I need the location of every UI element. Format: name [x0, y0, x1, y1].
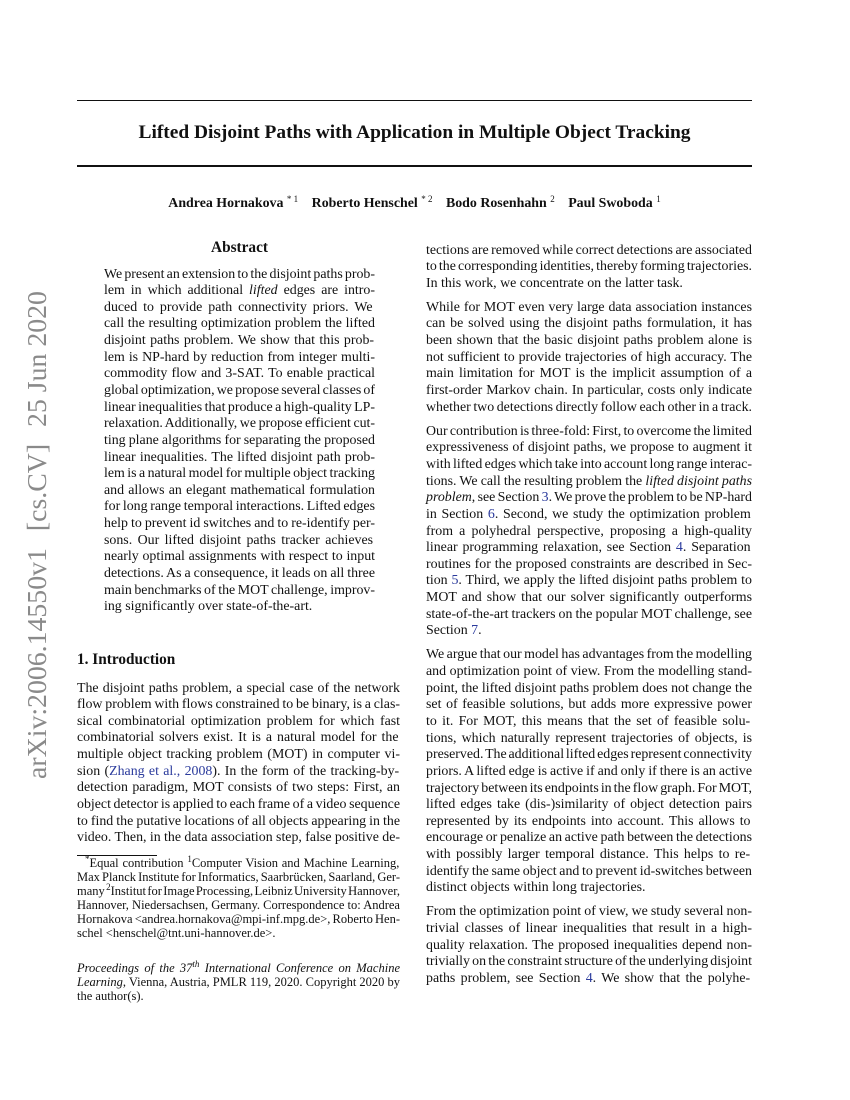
text-line-content: relaxation. Additionally, we propose efficient cut- — [104, 416, 376, 432]
text-line-content: combinatorial solvers exist. It is a natural model for the — [77, 730, 399, 746]
text-span: paths problem, see Section — [426, 970, 586, 986]
text-line — [104, 350, 375, 367]
author — [446, 196, 555, 211]
text-line-content: sical combinatorial optimization problem for which fast — [77, 713, 400, 729]
text-line — [426, 300, 752, 317]
text-line-content — [426, 474, 752, 489]
text-line — [426, 350, 752, 367]
title-rule — [77, 165, 752, 167]
paragraph — [426, 300, 752, 416]
text-line — [77, 797, 400, 814]
top-rule — [77, 100, 752, 101]
text-line-content: trajectory between its endpoints in the flow graph. For MOT, — [426, 780, 752, 796]
text-span: , see Section — [471, 490, 542, 506]
text-line-content: identify the same object and to prevent id-switches between — [426, 863, 752, 879]
text-line — [426, 557, 752, 574]
reference-link[interactable]: 7 — [471, 623, 479, 639]
text-line — [426, 847, 752, 864]
text-line-content — [426, 573, 752, 588]
text-line-content: tions, which naturally represent trajectories of objects, is — [426, 730, 752, 746]
text-line — [104, 450, 375, 467]
text-line-content: main benchmarks of the MOT challenge, improv- — [104, 582, 375, 598]
text-span: Learning — [77, 975, 123, 989]
text-line-content: While for MOT even very large data association instances — [426, 299, 752, 315]
text-line — [426, 681, 752, 698]
author — [312, 196, 433, 211]
text-line-content — [85, 856, 399, 870]
text-line-content: sons. Our lifted disjoint paths tracker achieves — [104, 532, 374, 548]
text-line — [77, 714, 400, 731]
arxiv-date: 25 Jun 2020 — [22, 291, 53, 427]
text-line-content: ting plane algorithms for separating the proposed — [104, 432, 375, 448]
text-span: many — [77, 884, 107, 898]
text-line-content — [77, 961, 400, 975]
text-line — [426, 664, 752, 681]
paragraph — [426, 647, 752, 897]
text-line-content: We present an extension to the disjoint paths prob- — [104, 266, 375, 282]
text-line-content: linear inequalities that produce a high-quality LP- — [104, 399, 375, 415]
text-line-content: lem is a natural model for multiple object tracking — [104, 466, 375, 482]
text-line — [426, 864, 752, 881]
text-line — [426, 830, 752, 847]
author-affiliation: 1 — [656, 194, 661, 204]
text-line — [426, 880, 752, 897]
text-line — [426, 938, 752, 955]
text-line-content: to the corresponding identities, thereby forming trajectories. — [426, 259, 752, 275]
text-line — [426, 507, 752, 524]
text-line — [104, 267, 375, 284]
text-line-content: MOT and show that our solver significantly outperforms — [426, 590, 752, 606]
text-span: . — [478, 623, 482, 639]
text-span: . Third, we apply the lifted disjoint paths problem to — [458, 573, 752, 589]
text-line-content: ing significantly over state-of-the-art. — [104, 599, 313, 615]
text-line-content: In this work, we concentrate on the latter task. — [426, 275, 683, 291]
text-line — [426, 573, 752, 590]
text-line-content: and optimization point of view. From the modelling stand- — [426, 664, 752, 680]
text-span: International Conference on Machine — [199, 961, 400, 975]
text-span: Computer Vision and Machine Learning, — [191, 856, 400, 870]
text-line — [77, 912, 400, 926]
paragraph — [426, 243, 752, 293]
text-line — [426, 383, 752, 400]
text-line — [104, 566, 375, 583]
text-line-content: for long range temporal interactions. Lifted edges — [104, 499, 375, 515]
arxiv-stamp — [22, 286, 54, 784]
text-line — [104, 516, 375, 533]
text-span: in Section — [426, 506, 488, 522]
text-line-content: We argue that our model has advantages from the modelling — [426, 647, 752, 663]
text-line-content: Hornakova <andrea.hornakova@mpi-inf.mpg.de>, Roberto Hen- — [77, 912, 400, 926]
text-line — [426, 366, 752, 383]
text-line — [426, 781, 752, 798]
text-line — [104, 416, 375, 433]
text-line-content: the author(s). — [77, 989, 144, 1003]
text-line — [426, 424, 752, 441]
text-line — [77, 830, 400, 847]
text-line-content: The disjoint paths problem, a special case of the network — [77, 680, 400, 696]
text-line — [426, 607, 752, 624]
text-line — [104, 466, 375, 483]
arxiv-id: arXiv:2006.14550v1 — [22, 548, 53, 779]
right-column-body — [426, 243, 752, 996]
text-line-content: been shown that the basic disjoint paths problem alone is — [426, 333, 752, 349]
author — [168, 196, 298, 211]
text-line — [104, 549, 375, 566]
text-span: linear programming relaxation, see Section — [426, 540, 676, 556]
text-line — [426, 316, 752, 333]
text-line — [104, 433, 375, 450]
reference-link[interactable]: 4 — [675, 540, 683, 556]
text-line-content: state-of-the-art trackers on the popular MOT challenge, see — [426, 606, 752, 622]
text-line-content — [426, 540, 751, 555]
text-line — [77, 747, 400, 764]
text-line — [104, 383, 375, 400]
text-line-content: multiple object tracking problem (MOT) in computer vi- — [77, 747, 400, 763]
text-span: tion — [426, 573, 452, 589]
text-line-content: tections are removed while correct detections are associated — [426, 242, 752, 258]
text-line — [77, 870, 400, 884]
text-span: sion ( — [77, 763, 110, 779]
text-line-content — [77, 884, 400, 898]
reference-link[interactable]: 6 — [487, 506, 495, 522]
paragraph — [77, 681, 400, 847]
text-span: Institut for Image Processing, Leibniz University Hannover, — [110, 884, 400, 898]
text-line — [426, 440, 752, 457]
text-span: , Vienna, Austria, PMLR 119, 2020. Copyright 2020 by — [122, 975, 400, 989]
text-line-content — [426, 971, 750, 986]
abstract-body — [104, 267, 375, 624]
text-line-content — [104, 283, 375, 298]
text-line — [77, 856, 400, 870]
text-line-content — [77, 975, 400, 989]
reference-link[interactable]: Zhang et al., 2008 — [109, 763, 213, 779]
paragraph — [426, 424, 752, 640]
text-line-content: trivial classes of linear inequalities that result in a high- — [426, 921, 752, 937]
reference-link[interactable]: 5 — [451, 573, 459, 589]
text-span: . Second, we study the optimization problem — [494, 506, 751, 522]
text-line — [77, 884, 400, 898]
text-line — [104, 499, 375, 516]
paragraph — [77, 856, 400, 940]
text-line — [77, 764, 400, 781]
text-line-content: nearly optimal assignments with respect to input — [104, 549, 375, 565]
text-line — [426, 623, 752, 640]
text-line-content: with lifted edges which take into account long range interac- — [426, 456, 752, 472]
text-line-content: set of feasible solutions, but adds more expressive power — [426, 697, 752, 713]
text-line-content: duced to provide path connectivity priors. We — [104, 299, 373, 315]
text-line-content: Max Planck Institute for Informatics, Saarbrücken, Saarland, Ger- — [77, 870, 400, 884]
text-line-content: priors. A lifted edge is active if and only if there is an active — [426, 763, 752, 779]
text-line — [77, 780, 400, 797]
text-line — [426, 540, 752, 557]
paragraph — [104, 267, 375, 616]
introduction-body — [77, 681, 400, 855]
text-line — [426, 524, 752, 541]
text-line — [426, 490, 752, 507]
author — [568, 196, 661, 211]
author-name: Andrea Hornakova — [168, 196, 284, 211]
text-line-content: to find the putative locations of all objects appearing in the — [77, 813, 400, 829]
text-line-content: object detector is applied to each frame of a video sequence — [77, 796, 400, 812]
text-line-content: lem is NP-hard by reduction from integer multi- — [104, 349, 375, 365]
text-line — [426, 797, 752, 814]
text-line-content: quality relaxation. The proposed inequalities depend non- — [426, 937, 752, 953]
text-line — [426, 697, 752, 714]
text-line-content: represented by its endpoints into account. This allows to — [426, 813, 751, 829]
text-line-content: routines for the proposed constraints are described in Sec- — [426, 556, 752, 572]
text-line-content: Hannover, Niedersachsen, Germany. Correspondence to: Andrea — [77, 898, 400, 912]
text-span: edges are intro- — [277, 283, 375, 299]
text-line-content: flow problem with flows constrained to be binary, is a clas- — [77, 697, 400, 713]
text-line-content: disjoint paths problem. We show that this prob- — [104, 333, 375, 349]
text-line-content: help to prevent id switches and to re-identify per- — [104, 516, 375, 532]
text-span: lifted disjoint paths — [645, 473, 752, 489]
text-line-content: to it. For MOT, this means that the set of feasible solu- — [426, 713, 751, 729]
text-line — [77, 898, 400, 912]
reference-link[interactable]: 4 — [585, 970, 593, 986]
text-line-content: main limitation for MOT is the implicit assumption of a — [426, 366, 752, 382]
superscript: 2 — [106, 882, 111, 892]
text-line — [426, 259, 752, 276]
author-affiliation: * 1 — [286, 194, 299, 204]
text-line-content: linear inequalities. The lifted disjoint path prob- — [104, 449, 375, 465]
text-line — [104, 333, 375, 350]
text-span: . Separation — [682, 540, 751, 556]
text-line-content — [426, 490, 752, 505]
text-line-content: global optimization, we propose several classes of — [104, 382, 375, 398]
text-line-content: lifted edges take (dis-)similarity of object detection pairs — [426, 797, 752, 813]
text-line-content: distinct objects within long trajectories. — [426, 880, 646, 896]
text-line — [104, 316, 375, 333]
text-line — [426, 333, 752, 350]
text-span: lifted — [249, 283, 278, 299]
text-line — [77, 926, 400, 940]
text-line — [77, 697, 400, 714]
text-line — [104, 533, 375, 550]
author-name: Bodo Rosenhahn — [445, 196, 547, 211]
text-line — [104, 283, 375, 300]
text-line-content: schel <henschel@tnt.uni-hannover.de>. — [77, 926, 276, 940]
superscript: th — [192, 959, 200, 969]
text-line — [104, 366, 375, 383]
text-line-content: encourage or penalize an active path between the detections — [426, 830, 752, 846]
text-span: ). In the form of the tracking-by- — [212, 763, 400, 779]
text-line — [426, 647, 752, 664]
text-line-content — [426, 623, 482, 638]
section-heading-introduction: 1. Introduction — [77, 651, 176, 668]
text-line — [104, 400, 375, 417]
text-line — [104, 599, 375, 616]
text-span: . We prove the problem to be NP-hard — [548, 490, 752, 506]
text-line-content — [426, 507, 751, 522]
text-line-content: detection paradigm, MOT consists of two steps: First, an — [77, 780, 400, 796]
text-line — [426, 276, 752, 293]
text-span: problem — [426, 490, 472, 506]
superscript: * — [85, 854, 90, 864]
author-affiliation: 2 — [550, 194, 555, 204]
text-line — [426, 457, 752, 474]
text-span: Proceedings of the 37 — [77, 961, 193, 975]
author-name: Roberto Henschel — [311, 196, 418, 211]
text-line — [77, 975, 400, 989]
text-line-content: Our contribution is three-fold: First, to overcome the limited — [426, 423, 752, 439]
text-line — [426, 400, 752, 417]
text-line-content: detections. As a consequence, it leads on all three — [104, 566, 375, 582]
text-line-content: whether two detections directly follow each other in a track. — [426, 399, 752, 415]
text-line — [77, 989, 400, 1003]
text-line — [104, 300, 375, 317]
reference-link[interactable]: 3 — [541, 490, 549, 506]
text-line — [426, 714, 752, 731]
text-span: Section — [426, 623, 472, 639]
text-span: tions. We call the resulting problem the — [426, 473, 646, 489]
text-line — [426, 747, 752, 764]
text-line — [77, 681, 400, 698]
paragraph — [426, 904, 752, 987]
text-line — [77, 961, 400, 975]
text-line — [77, 730, 400, 747]
text-line — [426, 474, 752, 491]
text-span: . We show that the polyhe- — [592, 970, 751, 986]
paper-title: Lifted Disjoint Paths with Application in Multiple Object Tracking — [138, 122, 691, 143]
paragraph — [77, 961, 400, 1003]
text-line — [426, 814, 752, 831]
text-line — [426, 921, 752, 938]
text-line — [426, 904, 752, 921]
text-line-content: call the resulting optimization problem the lifted — [104, 316, 375, 332]
text-line-content: expressiveness of disjoint paths, we propose to augment it — [426, 440, 752, 456]
text-line-content — [77, 764, 399, 779]
footnote — [77, 856, 400, 947]
text-line-content: commodity flow and 3-SAT. To enable practical — [104, 366, 375, 382]
text-line-content: can be solved using the disjoint paths formulation, it has — [426, 316, 752, 332]
superscript: 1 — [187, 854, 192, 864]
text-line — [104, 583, 375, 600]
text-line — [426, 971, 752, 988]
text-line-content: From the optimization point of view, we study several non- — [426, 904, 752, 920]
text-line-content: first-order Markov chain. In particular, costs only indicate — [426, 383, 752, 399]
text-span: lem in which additional — [104, 283, 250, 299]
text-line-content: video. Then, in the data association step, false positive de- — [77, 830, 400, 846]
text-line-content: and allows an elegant mathematical formulation — [104, 482, 375, 498]
text-line-content: from a polyhedral perspective, proposing a high-quality — [426, 523, 752, 539]
text-line — [426, 731, 752, 748]
author-list — [77, 195, 752, 213]
text-line-content: point, the lifted disjoint paths problem does not change the — [426, 680, 752, 696]
text-line-content: with possibly larger temporal distance. This helps to re- — [426, 847, 751, 863]
abstract-heading: Abstract — [211, 239, 268, 256]
text-line-content: preserved. The additional lifted edges represent connectivity — [426, 747, 752, 763]
text-line — [426, 590, 752, 607]
author-affiliation: * 2 — [421, 194, 433, 204]
text-span: Equal contribution — [89, 856, 188, 870]
proceedings-note — [77, 961, 400, 1010]
text-line — [77, 814, 400, 831]
text-line — [426, 764, 752, 781]
author-name: Paul Swoboda — [568, 196, 653, 211]
text-line — [426, 243, 752, 260]
text-line — [104, 483, 375, 500]
text-line-content: not sufficient to provide trajectories of high accuracy. The — [426, 349, 752, 365]
text-line-content: trivially on the constraint structure of the underlying disjoint — [426, 954, 752, 970]
text-line — [426, 954, 752, 971]
arxiv-category: [cs.CV] — [22, 443, 53, 532]
